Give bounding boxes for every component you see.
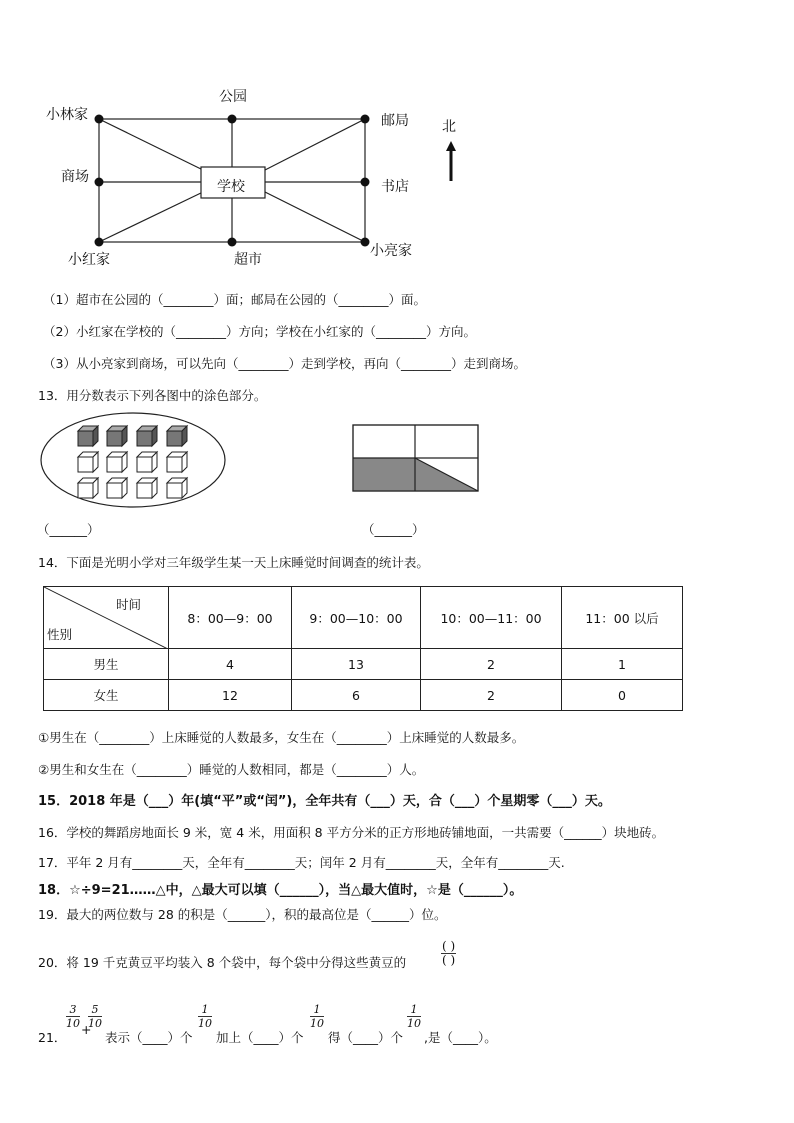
- north-arrow-icon: [446, 141, 456, 181]
- cube: [167, 452, 187, 472]
- map-point-xiaohong: [95, 238, 104, 247]
- label-park: 公园: [219, 89, 247, 105]
- shaded-cube: [78, 426, 98, 446]
- map-point-park: [228, 115, 237, 124]
- frac-den: 10: [198, 1017, 212, 1030]
- q20-frac-num: ( ): [442, 939, 456, 953]
- frac-num: 1: [407, 1003, 421, 1017]
- q14-sub-1: ①男生在（________）上床睡觉的人数最多，女生在（________）上床睡觉的人数最多。: [38, 730, 525, 745]
- cube: [137, 452, 157, 472]
- row-label: 女生: [44, 680, 169, 711]
- q12-item-3: （3）从小亮家到商场，可以先向（________）走到学校，再向（________）走到商场。: [43, 356, 526, 371]
- table-cell: 2: [421, 680, 562, 711]
- q20-text: 20．将 19 千克黄豆平均装入 8 个袋中，每个袋中分得这些黄豆的: [38, 955, 407, 970]
- rect-figure: [353, 425, 478, 491]
- table-header: 11：00 以后: [562, 587, 683, 649]
- cube-grid: [78, 426, 187, 498]
- q16: 16．学校的舞蹈房地面长 9 米，宽 4 米，用面积 8 平方分米的正方形地砖铺地面，一共需要（______）块地砖。: [38, 825, 665, 840]
- table-row: [44, 680, 683, 711]
- frac-den: 10: [88, 1017, 102, 1030]
- q21-frac-4: [310, 1003, 324, 1030]
- q18: 18．☆÷9=21……△中，△最大可以填（______），当△最大值时，☆是（______）。: [38, 883, 523, 898]
- cube: [107, 452, 127, 472]
- map-point-post-office: [361, 115, 370, 124]
- q12-item-2: （2）小红家在学校的（________）方向；学校在小红家的（________）方向。: [43, 324, 476, 339]
- frac-den: 10: [407, 1017, 421, 1030]
- corner-time-label: 时间: [116, 597, 142, 612]
- cube: [107, 478, 127, 498]
- table-corner-cell: [44, 587, 169, 649]
- shaded-cube: [107, 426, 127, 446]
- label-school: 学校: [217, 179, 245, 195]
- q21-frac-5: [407, 1003, 421, 1030]
- q14-title: 14．下面是光明小学对三年级学生某一天上床睡觉时间调查的统计表。: [38, 555, 429, 570]
- q21-frac-1: [66, 1003, 80, 1030]
- table-cell: 6: [292, 680, 421, 711]
- q13-title: 13．用分数表示下列各图中的涂色部分。: [38, 388, 267, 403]
- table-header: 8：00—9：00: [169, 587, 292, 649]
- table-header: 10：00—11：00: [421, 587, 562, 649]
- corner-gender-label: 性别: [47, 627, 73, 642]
- sleep-time-table: [43, 586, 683, 711]
- cube: [78, 452, 98, 472]
- table-cell: 2: [421, 649, 562, 680]
- label-xiaohong-home: 小红家: [68, 252, 110, 268]
- q15: 15．2018 年是（___）年(填“平”或“闰”)，全年共有（___）天，合（___）个星期零（___）天。: [38, 794, 611, 809]
- q20-frac-den: ( ): [442, 953, 456, 967]
- table-cell: 0: [562, 680, 683, 711]
- frac-den: 10: [66, 1017, 80, 1030]
- frac-num: 1: [198, 1003, 212, 1017]
- frac-num: 1: [310, 1003, 324, 1017]
- q21-text-3: 得（____）个: [328, 1030, 404, 1045]
- frac-num: 5: [88, 1003, 102, 1017]
- cube: [167, 478, 187, 498]
- cube: [78, 478, 98, 498]
- q21-prefix: 21．: [38, 1030, 67, 1045]
- table-cell: 13: [292, 649, 421, 680]
- label-post-office: 邮局: [381, 113, 409, 129]
- frac-den: 10: [310, 1017, 324, 1030]
- cube: [137, 478, 157, 498]
- label-bookstore: 书店: [381, 179, 409, 195]
- q21-plus: +: [81, 1022, 92, 1037]
- q12-item-1: （1）超市在公园的（________）面；邮局在公园的（________）面。: [43, 292, 426, 307]
- label-north: 北: [442, 119, 456, 135]
- q21-text-2: 加上（____）个: [216, 1030, 304, 1045]
- label-supermarket: 超市: [234, 252, 262, 268]
- q13-answer-left: （______）: [37, 522, 100, 537]
- q17: 17．平年 2 月有________天，全年有________天；闰年 2 月有________天，全年有________天.: [38, 855, 565, 870]
- row-label: 男生: [44, 649, 169, 680]
- table-cell: 4: [169, 649, 292, 680]
- q21-text-1: 表示（____）个: [105, 1030, 193, 1045]
- table-row: [44, 649, 683, 680]
- label-xiaoliang-home: 小亮家: [370, 243, 412, 259]
- map-point-bookstore: [361, 178, 370, 187]
- label-xiaolin-home: 小林家: [46, 107, 88, 123]
- cube-group-ellipse: [41, 413, 225, 507]
- map-point-xiaolin: [95, 115, 104, 124]
- table-cell: 12: [169, 680, 292, 711]
- table-cell: 1: [562, 649, 683, 680]
- q21-frac-3: [198, 1003, 212, 1030]
- q14-sub-2: ②男生和女生在（________）睡觉的人数相同，都是（________）人。: [38, 762, 425, 777]
- shaded-cube: [137, 426, 157, 446]
- frac-num: 3: [66, 1003, 80, 1017]
- q21-text-4: ,是（____）。: [424, 1030, 497, 1045]
- q13-answer-right: （______）: [362, 522, 425, 537]
- map-point-mall: [95, 178, 104, 187]
- q21-frac-2: [88, 1003, 102, 1030]
- map-point-supermarket: [228, 238, 237, 247]
- table-header: 9：00—10：00: [292, 587, 421, 649]
- q20-fraction: [441, 940, 456, 967]
- q19: 19．最大的两位数与 28 的积是（______），积的最高位是（______）位。: [38, 907, 447, 922]
- shaded-cube: [167, 426, 187, 446]
- map-point-xiaoliang: [361, 238, 370, 247]
- label-mall: 商场: [61, 169, 89, 185]
